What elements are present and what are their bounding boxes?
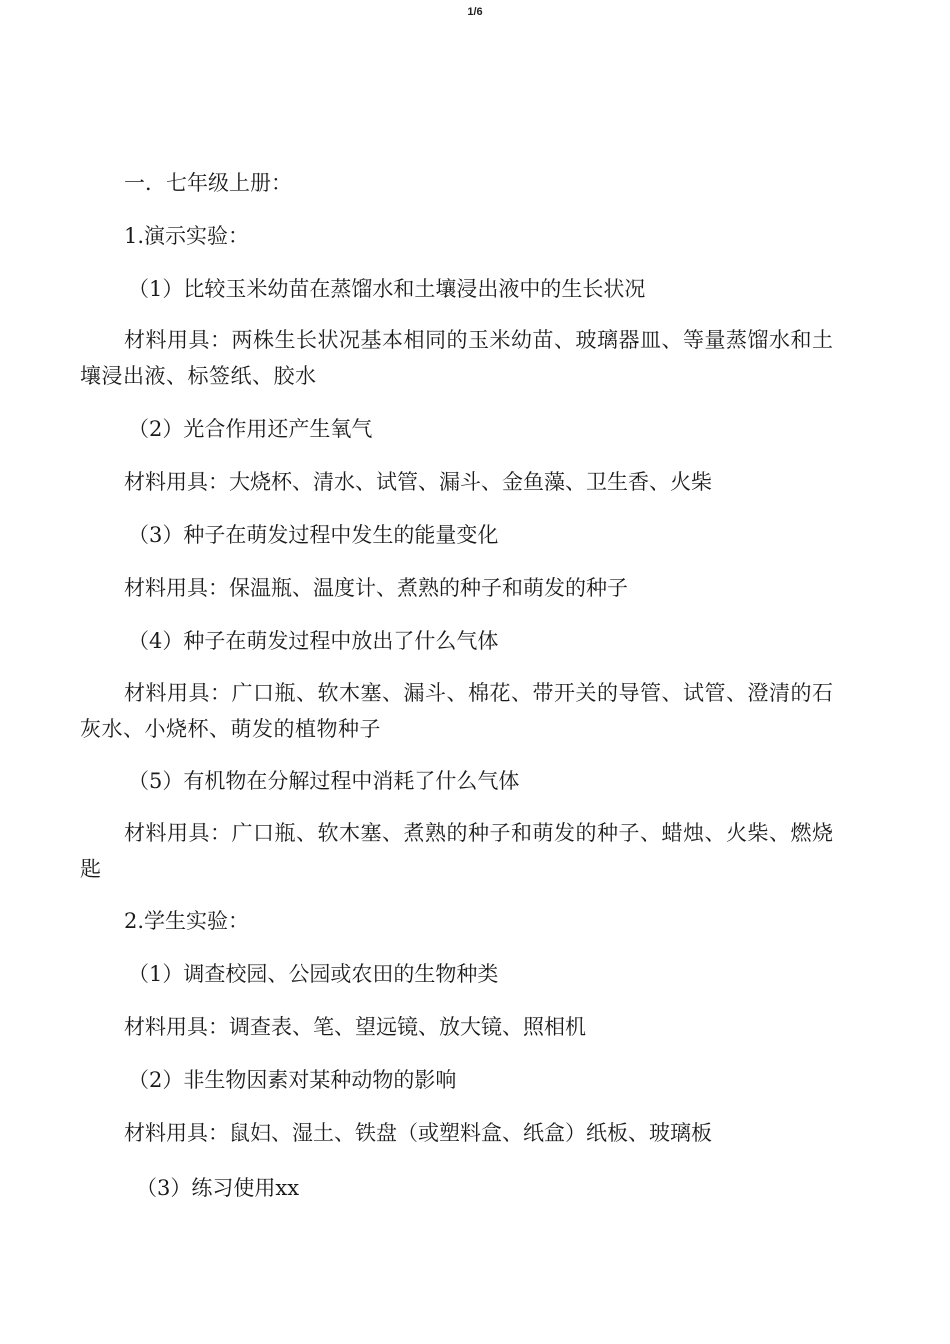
materials-paragraph: 材料用具：广口瓶、软木塞、漏斗、棉花、带开关的导管、试管、澄清的石灰水、小烧杯、萌发的植物种子	[80, 681, 834, 741]
experiment-title: （2）非生物因素对某种动物的影响	[128, 1068, 457, 1092]
materials-paragraph: 材料用具：调查表、笔、望远镜、放大镜、照相机	[124, 1015, 586, 1039]
chapter-heading: 一．七年级上册：	[124, 171, 292, 195]
experiment-title: （4）种子在萌发过程中放出了什么气体	[128, 629, 499, 653]
experiment-title: （1）调查校园、公园或农田的生物种类	[128, 962, 499, 986]
section-title-demo: 1.演示实验：	[124, 224, 250, 248]
materials-paragraph: 材料用具：鼠妇、湿土、铁盘（或塑料盒、纸盒）纸板、玻璃板	[124, 1121, 712, 1145]
experiment-title: （3）种子在萌发过程中发生的能量变化	[128, 523, 499, 547]
experiment-title: （1）比较玉米幼苗在蒸馏水和土壤浸出液中的生长状况	[128, 277, 646, 301]
materials-paragraph: 材料用具：广口瓶、软木塞、煮熟的种子和萌发的种子、蜡烛、火柴、燃烧匙	[80, 821, 834, 881]
materials-paragraph: 材料用具：大烧杯、清水、试管、漏斗、金鱼藻、卫生香、火柴	[124, 470, 712, 494]
section-title-student: 2.学生实验：	[124, 909, 250, 933]
materials-paragraph: 材料用具：两株生长状况基本相同的玉米幼苗、玻璃器皿、等量蒸馏水和土壤浸出液、标签纸、胶水	[80, 328, 834, 388]
materials-paragraph: 材料用具：保温瓶、温度计、煮熟的种子和萌发的种子	[124, 576, 628, 600]
experiment-title: （2）光合作用还产生氧气	[128, 417, 373, 441]
page-number: 1/6	[467, 6, 483, 18]
experiment-title: （3）练习使用xx	[136, 1176, 300, 1200]
experiment-title: （5）有机物在分解过程中消耗了什么气体	[128, 769, 520, 793]
